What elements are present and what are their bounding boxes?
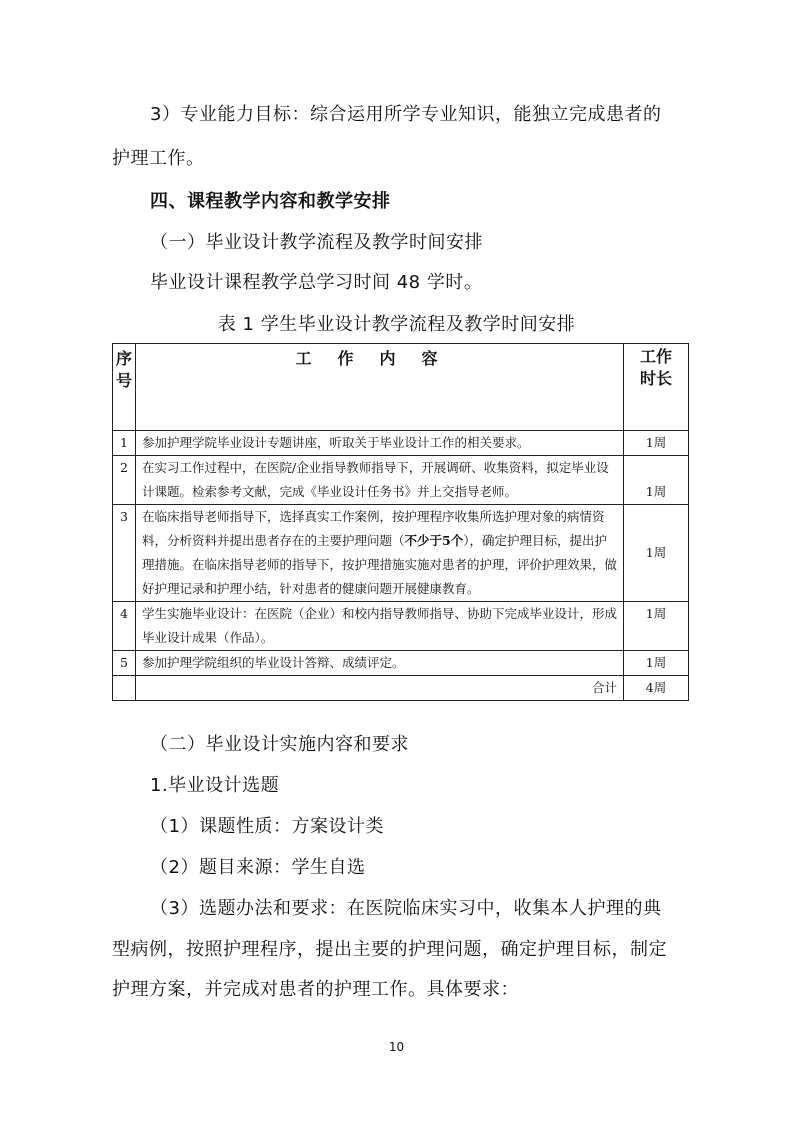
- table-row: [113, 651, 689, 676]
- row-no: 5: [113, 651, 136, 676]
- row-content: 学生实施毕业设计：在医院（企业）和校内指导教师指导、协助下完成毕业设计，形成毕业设计成果（作品）。: [136, 602, 624, 651]
- empty-cell: [113, 676, 136, 701]
- row-no: 2: [113, 456, 136, 505]
- table-row: [113, 505, 689, 602]
- table-row: [113, 456, 689, 505]
- table-row: [113, 602, 689, 651]
- page-number: 10: [388, 1040, 405, 1054]
- list-item: （2）题目来源：学生自选: [150, 857, 366, 878]
- header-no: 序号: [113, 344, 136, 431]
- row-duration: 1周: [624, 456, 689, 505]
- paragraph-line: 3）专业能力目标：综合运用所学专业知识，能独立完成患者的: [150, 104, 662, 125]
- row-content: 在实习工作过程中，在医院/企业指导教师指导下，开展调研、收集资料，拟定毕业设计课题。检索参考文献，完成《毕业设计任务书》并上交指导老师。: [136, 456, 624, 505]
- total-value: 4周: [624, 676, 689, 701]
- paragraph-line: 毕业设计课程教学总学习时间 48 学时。: [150, 272, 483, 293]
- row-content: 参加护理学院毕业设计专题讲座，听取关于毕业设计工作的相关要求。: [136, 431, 624, 456]
- table-total-row: [113, 676, 689, 701]
- row-no: 1: [113, 431, 136, 456]
- row-content-emphasis: 不少于5个: [404, 533, 464, 548]
- table-caption: 表 1 学生毕业设计教学流程及教学时间安排: [217, 314, 576, 335]
- header-content: 工作内容: [136, 344, 624, 431]
- row-content: 参加护理学院组织的毕业设计答辩、成绩评定。: [136, 651, 624, 676]
- list-item: （1）课题性质：方案设计类: [150, 816, 384, 837]
- row-content-text: 在临床指导老师指导下，选择真实工作案例，按护理程序收集所选护理对象的病情资料，分析资料并提出患者存在的主要护理问题（: [142, 509, 605, 548]
- subsection-heading: （二）毕业设计实施内容和要求: [150, 734, 409, 755]
- row-content: [136, 505, 624, 602]
- total-label: 合计: [136, 676, 624, 701]
- row-content-text: ），确定护理目标，提出护理措施。在临床指导老师的指导下，按护理措施实施对患者的护理，评价护理效果，做好护理记录和护理小结，针对患者的健康问题开展健康教育。: [142, 533, 618, 596]
- row-duration: 1周: [624, 602, 689, 651]
- header-duration: 工作时长: [624, 344, 689, 431]
- list-item: 1.毕业设计选题: [150, 775, 280, 796]
- row-no: 4: [113, 602, 136, 651]
- paragraph-line: 型病例，按照护理程序，提出主要的护理问题，确定护理目标，制定: [112, 939, 667, 960]
- paragraph-line: 护理工作。: [112, 148, 205, 169]
- section-heading: 四、课程教学内容和教学安排: [150, 191, 391, 212]
- table-row: [113, 431, 689, 456]
- row-duration: 1周: [624, 651, 689, 676]
- subsection-heading: （一）毕业设计教学流程及教学时间安排: [150, 232, 483, 253]
- row-duration: 1周: [624, 505, 689, 602]
- paragraph-line: 护理方案，并完成对患者的护理工作。具体要求：: [112, 979, 519, 1000]
- paragraph-line: （3）选题办法和要求：在医院临床实习中，收集本人护理的典: [150, 898, 662, 919]
- schedule-table: [112, 343, 689, 701]
- row-no: 3: [113, 505, 136, 602]
- row-duration: 1周: [624, 431, 689, 456]
- table-header-row: [113, 344, 689, 431]
